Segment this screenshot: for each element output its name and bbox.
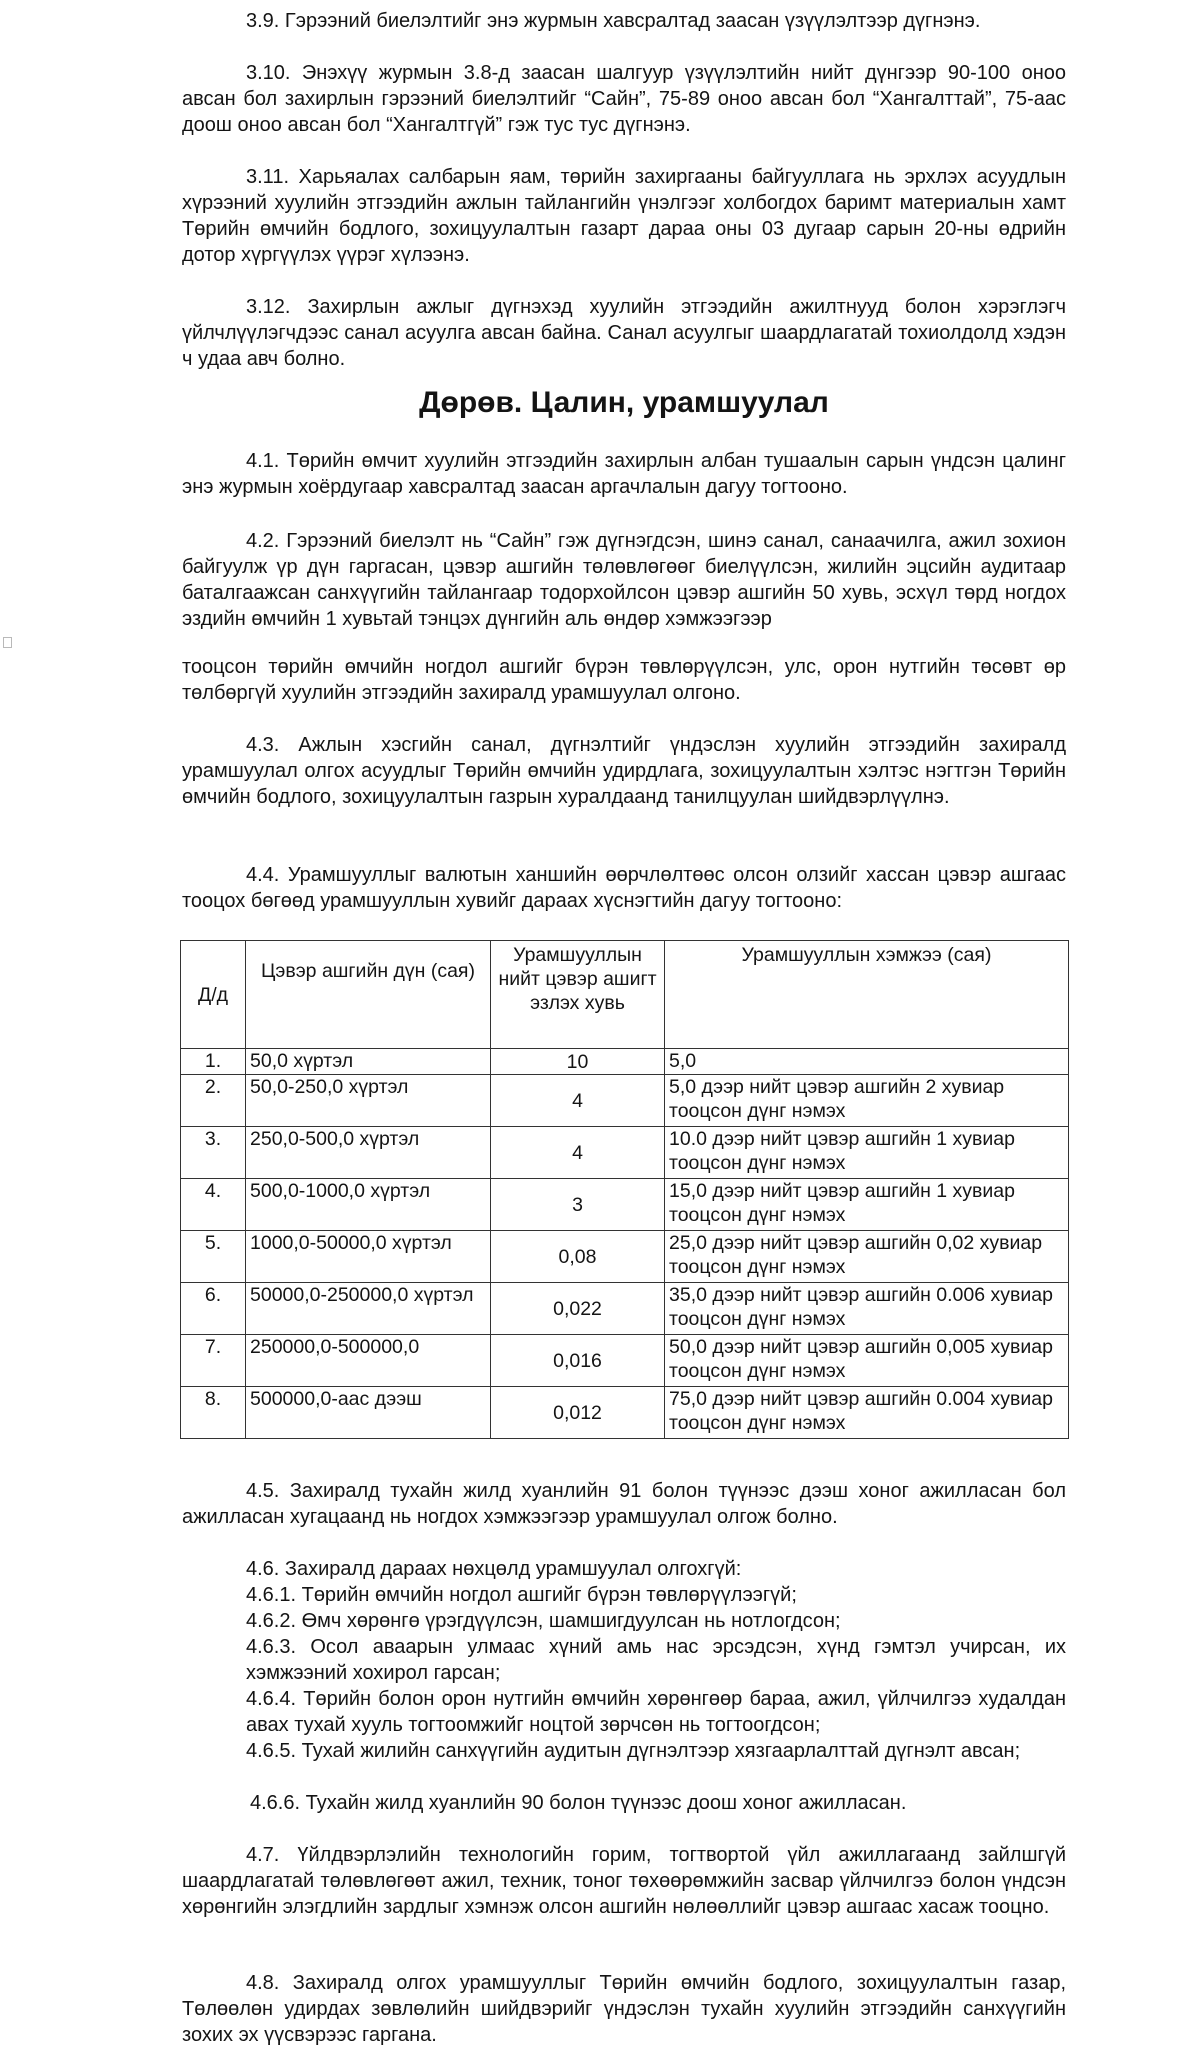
paragraph-4-8: 4.8. Захиралд олгох урамшууллыг Төрийн өмчийн бодлого, зохицуулалтын газар, Төлөөлөн удирдах зөвлөлийн шийдвэрийг үндэслэн тухайн хуулийн этгээдийн санхүүгийн зохих эх үүсвэрээс гаргана.: [182, 1972, 1066, 2046]
row-bonus-size: 75,0 дээр нийт цэвэр ашгийн 0.004 хувиар тооцсон дүнг нэмэх: [665, 1387, 1069, 1439]
row-bonus-size: 5,0 дээр нийт цэвэр ашгийн 2 хувиар тооцсон дүнг нэмэх: [665, 1075, 1069, 1127]
row-bonus-size: 5,0: [665, 1049, 1069, 1075]
paragraph-4-5: 4.5. Захиралд тухайн жилд хуанлийн 91 болон түүнээс дээш хоног ажилласан бол ажилласан хугацаанд нь ногдох хэмжээгээр урамшуулал олгож болно.: [182, 1480, 1066, 1528]
row-bonus-percent: 4: [491, 1127, 665, 1179]
header-number: Д/д: [181, 941, 246, 1049]
bonus-table: [180, 940, 1069, 1439]
row-net-profit: 500000,0-аас дээш: [246, 1387, 491, 1439]
header-bonus-percent: Урамшууллын нийт цэвэр ашигт эзлэх хувь: [491, 941, 665, 1049]
row-bonus-percent: 0,022: [491, 1283, 665, 1335]
row-bonus-size: 10.0 дээр нийт цэвэр ашгийн 1 хувиар тооцсон дүнг нэмэх: [665, 1127, 1069, 1179]
row-number: 8.: [181, 1387, 246, 1439]
row-number: 2.: [181, 1075, 246, 1127]
item-4-6-1: 4.6.1. Төрийн өмчийн ногдол ашгийг бүрэн төвлөрүүлээгүй;: [246, 1584, 797, 1606]
table-header-row: [181, 941, 1069, 1049]
item-4-6-4: 4.6.4. Төрийн болон орон нутгийн өмчийн хөрөнгөөр бараа, ажил, үйлчилгээ худалдан авах тухай хууль тогтоомжийг ноцтой зөрчсөн нь тогтоогдсон;: [246, 1688, 1066, 1736]
row-number: 1.: [181, 1049, 246, 1075]
row-number: 3.: [181, 1127, 246, 1179]
item-4-6-2: 4.6.2. Өмч хөрөнгө үрэгдүүлсэн, шамшигдуулсан нь нотлогдсон;: [246, 1610, 841, 1632]
item-4-6-3: 4.6.3. Осол аваарын улмаас хүний амь нас эрсэдсэн, хүнд гэмтэл учирсан, их хэмжээний хохирол гарсан;: [246, 1636, 1066, 1684]
paragraph-3-9: 3.9. Гэрээний биелэлтийг энэ журмын хавсралтад заасан үзүүлэлтээр дүгнэнэ.: [246, 10, 981, 32]
paragraph-4-1: 4.1. Төрийн өмчит хуулийн этгээдийн захирлын албан тушаалын сарын үндсэн цалинг энэ журмын хоёрдугаар хавсралтад заасан аргачлалын дагуу тогтооно.: [182, 450, 1066, 498]
row-number: 4.: [181, 1179, 246, 1231]
row-net-profit: 500,0-1000,0 хүртэл: [246, 1179, 491, 1231]
row-number: 5.: [181, 1231, 246, 1283]
paragraph-3-10: 3.10. Энэхүү журмын 3.8-д заасан шалгуур үзүүлэлтийн нийт дүнгээр 90-100 оноо авсан бол захирлын гэрээний биелэлтийг “Сайн”, 75-89 оноо авсан бол “Хангалттай”, 75-аас доош оноо авсан бол “Хангалтгүй” гэж тус тус дүгнэнэ.: [182, 62, 1066, 136]
table-row: [181, 1049, 1069, 1075]
row-bonus-size: 50,0 дээр нийт цэвэр ашгийн 0,005 хувиар тооцсон дүнг нэмэх: [665, 1335, 1069, 1387]
paragraph-4-2-part1: 4.2. Гэрээний биелэлт нь “Сайн” гэж дүгнэгдсэн, шинэ санал, санаачилга, ажил зохион байгуулж үр дүн гаргасан, цэвэр ашгийн төлөвлөгөөг биелүүлсэн, жилийн эцсийн аудитаар баталгаажсан санхүүгийн тайлангаар тодорхойлсон цэвэр ашгийн 50 хувь, эсхүл төрд ногдох эздийн өмчийн 1 хувьтай тэнцэх дүнгийн аль өндөр хэмжээгээр: [182, 530, 1066, 630]
row-bonus-size: 15,0 дээр нийт цэвэр ашгийн 1 хувиар тооцсон дүнг нэмэх: [665, 1179, 1069, 1231]
row-bonus-percent: 3: [491, 1179, 665, 1231]
row-bonus-size: 35,0 дээр нийт цэвэр ашгийн 0.006 хувиар тооцсон дүнг нэмэх: [665, 1283, 1069, 1335]
row-number: 6.: [181, 1283, 246, 1335]
row-net-profit: 250000,0-500000,0: [246, 1335, 491, 1387]
paragraph-4-3: 4.3. Ажлын хэсгийн санал, дүгнэлтийг үндэслэн хуулийн этгээдийн захиралд урамшуулал олгох асуудлыг Төрийн өмчийн удирдлага, зохицуулалтын хэлтэс нэгтгэн Төрийн өмчийн бодлого, зохицуулалтын газрын хуралдаанд танилцуулан шийдвэрлүүлнэ.: [182, 734, 1066, 808]
header-net-profit: Цэвэр ашгийн дүн (сая): [246, 941, 491, 1049]
section-heading: Дөрөв. Цалин, урамшуулал: [419, 386, 829, 419]
header-bonus-size: Урамшууллын хэмжээ (сая): [665, 941, 1069, 1049]
paragraph-3-12: 3.12. Захирлын ажлыг дүгнэхэд хуулийн этгээдийн ажилтнууд болон хэрэглэгч үйлчлүүлэгчдээс санал асуулга авсан байна. Санал асуулгыг шаардлагатай тохиолдолд хэдэн ч удаа авч болно.: [182, 296, 1066, 370]
row-net-profit: 1000,0-50000,0 хүртэл: [246, 1231, 491, 1283]
row-bonus-percent: 4: [491, 1075, 665, 1127]
margin-checkbox-mark: [3, 637, 12, 648]
row-bonus-size: 25,0 дээр нийт цэвэр ашгийн 0,02 хувиар тооцсон дүнг нэмэх: [665, 1231, 1069, 1283]
item-4-6-5: 4.6.5. Тухай жилийн санхүүгийн аудитын дүгнэлтээр хязгаарлалттай дүгнэлт авсан;: [246, 1740, 1021, 1762]
row-bonus-percent: 0,08: [491, 1231, 665, 1283]
table-row: [181, 1127, 1069, 1179]
row-net-profit: 250,0-500,0 хүртэл: [246, 1127, 491, 1179]
row-bonus-percent: 0,012: [491, 1387, 665, 1439]
row-bonus-percent: 0,016: [491, 1335, 665, 1387]
item-4-6-6: 4.6.6. Тухайн жилд хуанлийн 90 болон түүнээс доош хоног ажилласан.: [250, 1792, 907, 1814]
paragraph-4-4: 4.4. Урамшууллыг валютын ханшийн өөрчлөлтөөс олсон олзийг хассан цэвэр ашгаас тооцох бөгөөд урамшууллын хувийг дараах хүснэгтийн дагуу тогтооно:: [182, 864, 1066, 912]
table-row: [181, 1387, 1069, 1439]
table-row: [181, 1335, 1069, 1387]
paragraph-3-11: 3.11. Харьяалах салбарын яам, төрийн захиргааны байгууллага нь эрхлэх асуудлын хүрээний хуулийн этгээдийн ажлын тайлангийн үнэлгээг холбогдох баримт материалын хамт Төрийн өмчийн бодлого, зохицуулалтын газарт дараа оны 03 дугаар сарын 20-ны өдрийн дотор хүргүүлэх үүрэг хүлээнэ.: [182, 166, 1066, 266]
paragraph-4-6: 4.6. Захиралд дараах нөхцөлд урамшуулал олгохгүй:: [246, 1558, 742, 1580]
paragraph-4-7: 4.7. Үйлдвэрлэлийн технологийн горим, тогтвортой үйл ажиллагаанд зайлшгүй шаардлагатай төлөвлөгөөт ажил, техник, тоног төхөөрөмжийн засвар үйлчилгээ болон үндсэн хөрөнгийн элэгдлийн зардлыг хэмнэж олсон ашгийн нөлөөллийг цэвэр ашгаас хасаж тооцно.: [182, 1844, 1066, 1918]
row-net-profit: 50,0 хүртэл: [246, 1049, 491, 1075]
table-row: [181, 1075, 1069, 1127]
row-net-profit: 50,0-250,0 хүртэл: [246, 1075, 491, 1127]
row-bonus-percent: 10: [491, 1049, 665, 1075]
row-number: 7.: [181, 1335, 246, 1387]
table-row: [181, 1231, 1069, 1283]
paragraph-4-2-part2: тооцсон төрийн өмчийн ногдол ашгийг бүрэн төвлөрүүлсэн, улс, орон нутгийн төсөвт өр төлбөргүй хуулийн этгээдийн захиралд урамшуулал олгоно.: [182, 656, 1066, 704]
table-row: [181, 1179, 1069, 1231]
row-net-profit: 50000,0-250000,0 хүртэл: [246, 1283, 491, 1335]
table-row: [181, 1283, 1069, 1335]
